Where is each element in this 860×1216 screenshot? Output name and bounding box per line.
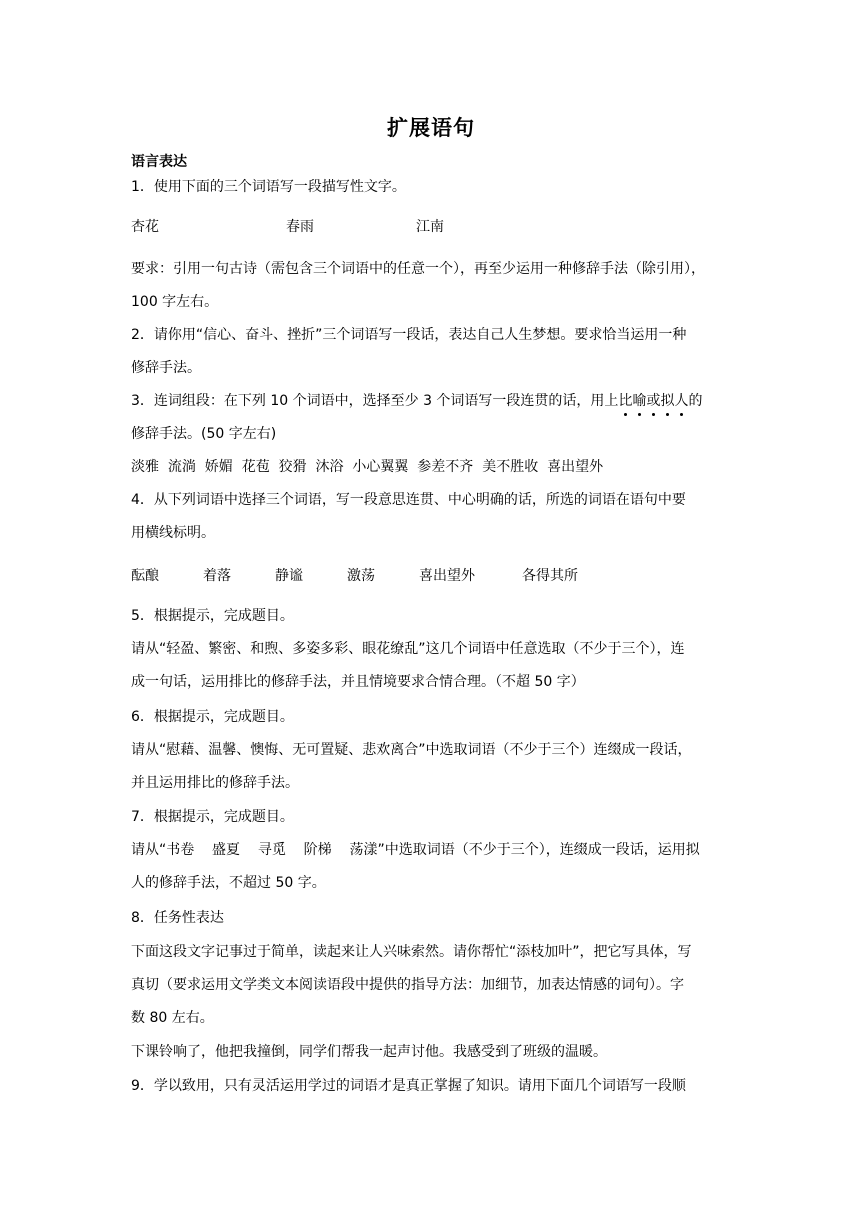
- question-1-requirement: 要求：引用一句古诗（需包含三个词语中的任意一个），再至少运用一种修辞手法（除引用），: [131, 261, 705, 277]
- question-8-text: 下面这段文字记事过于简单，读起来让人兴味索然。请你帮忙“添枝加叶”，把它写具体，写: [131, 944, 692, 960]
- question-5-text: 请从“轻盈、繁密、和煦、多姿多彩、眼花缭乱”这几个词语中任意选取（不少于三个），连: [131, 641, 685, 657]
- question-3-text: [131, 385, 731, 418]
- question-8-passage: 下课铃响了，他把我撞倒，同学们帮我一起声讨他。我感受到了班级的温暖。: [131, 1044, 607, 1060]
- word-item: 春雨: [286, 219, 314, 235]
- emphasis-char: 或: [646, 385, 660, 418]
- question-8-text-cont: 真切（要求运用文学类文本阅读语段中提供的指导方法：加细节，加表达情感的词句）。字: [131, 977, 684, 993]
- question-4-words: [131, 560, 731, 593]
- word-item: 着落: [203, 568, 231, 584]
- question-5-text-cont: 成一句话，运用排比的修辞手法，并且情境要求合情合理。（不超 50 字）: [131, 674, 585, 690]
- question-4-text-cont: 用横线标明。: [131, 525, 215, 541]
- question-7-text-cont: 人的修辞手法，不超过 50 字。: [131, 875, 326, 891]
- section-heading: 语言表达: [131, 154, 187, 170]
- question-1-requirement-cont: 100 字左右。: [131, 294, 219, 310]
- question-7-text: 请从“书卷 盛夏 寻觅 阶梯 荡漾”中选取词语（不少于三个），连缀成一段话，运用拟: [131, 842, 700, 858]
- word-item: 杏花: [131, 219, 159, 235]
- question-3-text-cont: 修辞手法。(50 字左右): [131, 426, 277, 442]
- question-7-prompt: 7．根据提示，完成题目。: [131, 809, 294, 825]
- question-2-text-cont: 修辞手法。: [131, 360, 201, 376]
- question-6-text-cont: 并且运用排比的修辞手法。: [131, 775, 299, 791]
- page-title: 扩展语句: [387, 116, 475, 140]
- question-1-prompt: 1．使用下面的三个词语写一段描写性文字。: [131, 179, 406, 195]
- emphasis-char: 人: [674, 385, 688, 418]
- question-9-text: 9．学以致用，只有灵活运用学过的词语才是真正掌握了知识。请用下面几个词语写一段顺: [131, 1078, 686, 1094]
- emphasis-char: 拟: [660, 385, 674, 418]
- question-3-words: 淡雅 流淌 娇媚 花苞 狡猾 沐浴 小心翼翼 参差不齐 美不胜收 喜出望外: [131, 459, 604, 475]
- word-item: 喜出望外: [419, 568, 475, 584]
- question-6-text: 请从“慰藉、温馨、懊悔、无可置疑、悲欢离合”中选取词语（不少于三个）连缀成一段话，: [131, 742, 692, 758]
- word-item: 酝酿: [131, 568, 159, 584]
- word-item: 各得其所: [522, 568, 578, 584]
- word-item: 江南: [416, 219, 444, 235]
- question-3-text-part: 的: [688, 393, 703, 409]
- emphasis-char: 喻: [632, 385, 646, 418]
- question-8-text-cont: 数 80 左右。: [131, 1010, 214, 1026]
- question-5-prompt: 5．根据提示，完成题目。: [131, 608, 294, 624]
- question-6-prompt: 6．根据提示，完成题目。: [131, 709, 294, 725]
- question-1-words: [131, 211, 731, 244]
- question-8-prompt: 8．任务性表达: [131, 910, 224, 926]
- question-4-text: 4．从下列词语中选择三个词语，写一段意思连贯、中心明确的话，所选的词语在语句中要: [131, 492, 686, 508]
- question-2-text: 2．请你用“信心、奋斗、挫折”三个词语写一段话，表达自己人生梦想。要求恰当运用一种: [131, 327, 687, 343]
- question-3-text-part: 3．连词组段：在下列 10 个词语中，选择至少 3 个词语写一段连贯的话，用上: [131, 393, 619, 409]
- emphasis-char: 比: [618, 385, 632, 418]
- word-item: 激荡: [347, 568, 375, 584]
- word-item: 静谧: [275, 568, 303, 584]
